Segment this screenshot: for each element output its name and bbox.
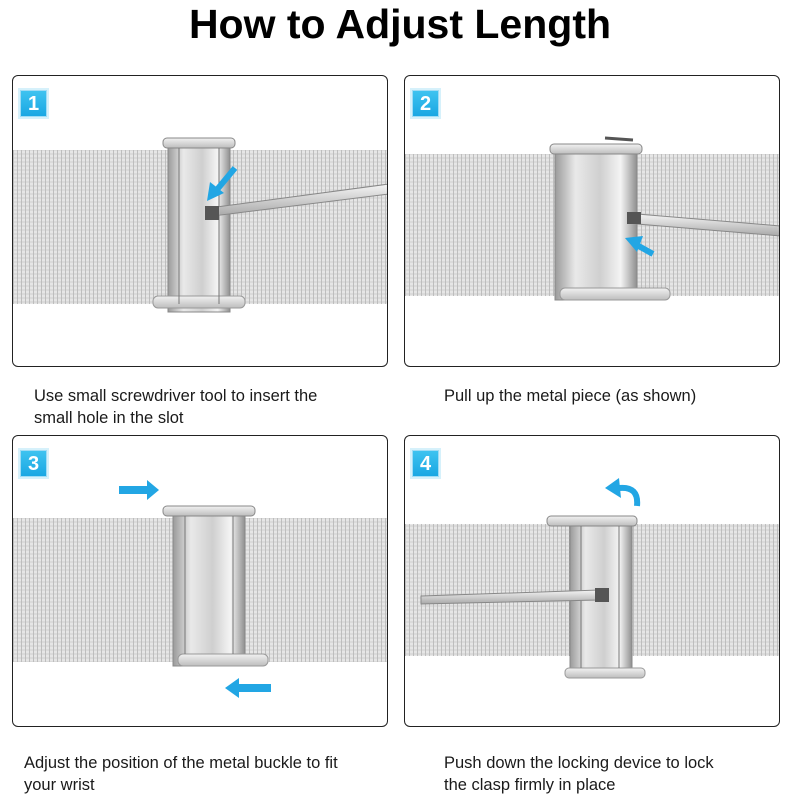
step-3-caption-line-1: Adjust the position of the metal buckle to fit: [24, 754, 338, 772]
step-3-panel: [12, 435, 388, 727]
step-4-illustration: [405, 436, 780, 727]
buckle-bottom-plate: [153, 296, 245, 308]
blue-arrow-left-icon: [225, 678, 271, 698]
blue-curved-arrow-icon: [605, 478, 637, 506]
step-4-caption-line-2: the clasp firmly in place: [444, 776, 616, 794]
step-2-illustration: [405, 76, 780, 367]
blue-arrow-right-icon: [119, 480, 159, 500]
step-1-badge: 1: [20, 90, 47, 117]
step-1-caption: [34, 385, 394, 429]
buckle-top-plate: [547, 516, 637, 526]
buckle-bottom-plate: [565, 668, 645, 678]
step-1-illustration: [13, 76, 388, 367]
buckle-body: [173, 510, 245, 666]
buckle-top-plate: [550, 144, 642, 154]
page-title: How to Adjust Length: [188, 1, 612, 47]
step-4-badge: 4: [412, 450, 439, 477]
step-3-illustration: [13, 436, 388, 727]
step-4-caption-line-1: Push down the locking device to lock: [444, 754, 714, 772]
step-2-caption: [444, 385, 800, 407]
step-3-caption-line-2: your wrist: [24, 776, 95, 794]
step-4-panel: [404, 435, 780, 727]
buckle-top-plate: [163, 506, 255, 516]
buckle-bottom-plate: [560, 288, 670, 300]
step-2-panel: [404, 75, 780, 367]
raised-metal-piece: [605, 138, 633, 140]
step-1-caption-line-2: small hole in the slot: [34, 409, 184, 427]
step-1-panel: [12, 75, 388, 367]
buckle-body: [555, 148, 637, 300]
step-4-caption: [444, 752, 800, 796]
buckle-body: [168, 144, 230, 312]
step-1-caption-line-1: Use small screwdriver tool to insert the: [34, 387, 318, 405]
step-2-caption-line-1: Pull up the metal piece (as shown): [444, 387, 697, 405]
step-3-badge: 3: [20, 450, 47, 477]
step-3-caption: [24, 752, 394, 796]
buckle-bottom-plate: [178, 654, 268, 666]
step-2-badge: 2: [412, 90, 439, 117]
buckle-top-plate: [163, 138, 235, 148]
